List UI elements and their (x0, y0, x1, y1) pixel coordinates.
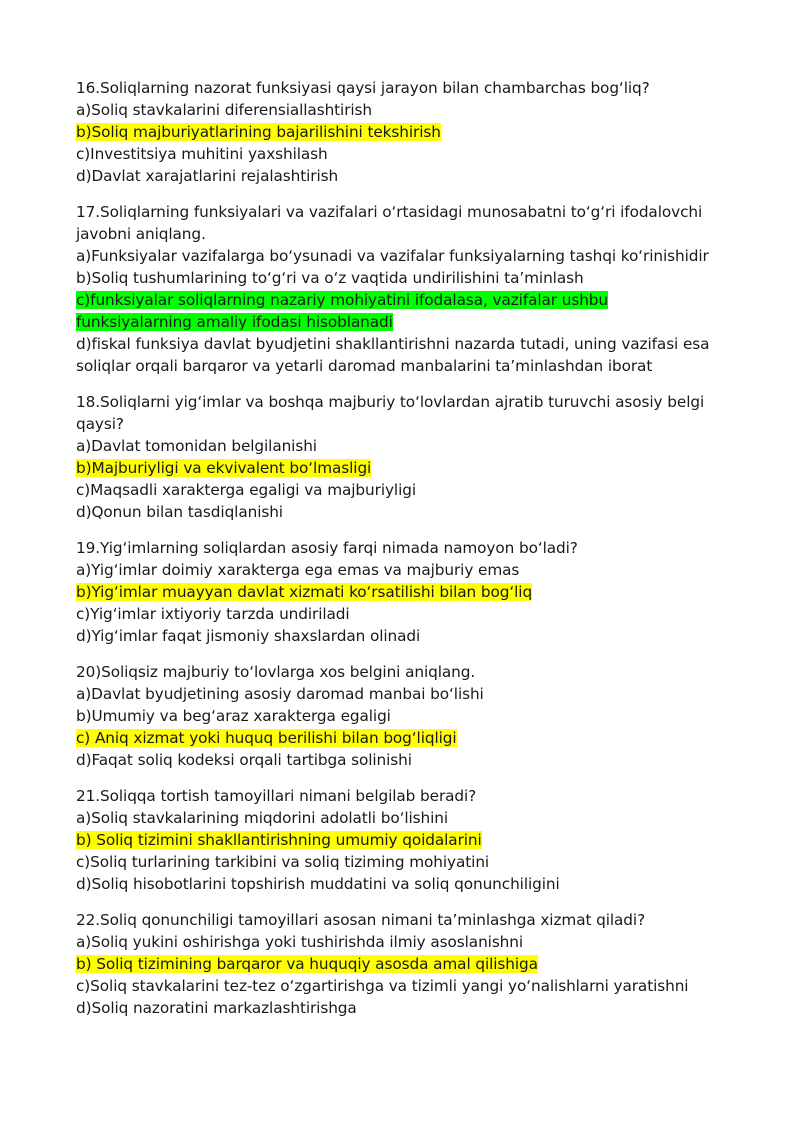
answer-highlight: b)Majburiyligi va ekvivalent bo‘lmasligi (76, 459, 372, 477)
question-22 (76, 909, 726, 1019)
option-c-answer-line-1 (76, 289, 726, 311)
answer-highlight: b) Soliq tizimining barqaror va huquqiy asosda amal qilishiga (76, 955, 538, 973)
question-text-line-1: 17.Soliqlarning funksiyalari va vazifalari o‘rtasidagi munosabatni to‘g‘ri ifodalovchi (76, 203, 703, 221)
answer-highlight: b)Yig‘imlar muayyan davlat xizmati ko‘rsatilishi bilan bog‘liq (76, 583, 533, 601)
question-17 (76, 201, 726, 377)
question-20 (76, 661, 726, 771)
answer-highlight: c) Aniq xizmat yoki huquq berilishi bilan bog‘liqligi (76, 729, 457, 747)
option-d: d)Qonun bilan tasdiqlanishi (76, 503, 283, 521)
option-a: a)Davlat tomonidan belgilanishi (76, 437, 317, 455)
option-c: c)Soliq turlarining tarkibini va soliq tiziming mohiyatini (76, 853, 490, 871)
option-c-answer (76, 727, 726, 749)
question-19 (76, 537, 726, 647)
option-c: c)Soliq stavkalarini tez-tez o‘zgartirishga va tizimli yangi yo‘nalishlarni yaratishni (76, 977, 689, 995)
option-c-answer-line-2 (76, 311, 726, 333)
question-text-line-1: 18.Soliqlarni yig‘imlar va boshqa majburiy to‘lovlardan ajratib turuvchi asosiy belgi (76, 393, 705, 411)
option-a: a)Davlat byudjetining asosiy daromad manbai bo‘lishi (76, 685, 484, 703)
option-a: a)Funksiyalar vazifalarga bo‘ysunadi va vazifalar funksiyalarning tashqi ko‘rinishidir (76, 247, 709, 265)
question-text: 16.Soliqlarning nazorat funksiyasi qaysi jarayon bilan chambarchas bog‘liq? (76, 79, 650, 97)
answer-highlight: b)Soliq majburiyatlarining bajarilishini tekshirish (76, 123, 441, 141)
option-c: c)Maqsadli xarakterga egaligi va majburiyligi (76, 481, 416, 499)
option-b-answer (76, 953, 726, 975)
question-text: 19.Yig‘imlarning soliqlardan asosiy farqi nimada namoyon bo‘ladi? (76, 539, 578, 557)
option-b: b)Soliq tushumlarining to‘g‘ri va o‘z vaqtida undirilishini ta’minlash (76, 269, 584, 287)
option-d: d)Faqat soliq kodeksi orqali tartibga solinishi (76, 751, 412, 769)
option-a: a)Soliq stavkalarini diferensiallashtirish (76, 101, 373, 119)
option-d: d)Soliq nazoratini markazlashtirishga (76, 999, 357, 1017)
question-21 (76, 785, 726, 895)
answer-highlight: b) Soliq tizimini shakllantirishning umumiy qoidalarini (76, 831, 482, 849)
question-text-line-2: javobni aniqlang. (76, 225, 206, 243)
document-page (76, 77, 726, 1033)
question-text-line-2: qaysi? (76, 415, 124, 433)
option-b-answer (76, 581, 726, 603)
option-a: a)Soliq yukini oshirishga yoki tushirishda ilmiy asoslanishni (76, 933, 524, 951)
option-d-line-2: soliqlar orqali barqaror va yetarli daromad manbalarini ta’minlashdan iborat (76, 357, 653, 375)
option-d: d)Soliq hisobotlarini topshirish muddatini va soliq qonunchiligini (76, 875, 560, 893)
answer-highlight: c)funksiyalar soliqlarning nazariy mohiyatini ifodalasa, vazifalar ushbu (76, 291, 609, 309)
question-text: 21.Soliqqa tortish tamoyillari nimani belgilab beradi? (76, 787, 477, 805)
option-a: a)Soliq stavkalarining miqdorini adolatli bo‘lishini (76, 809, 449, 827)
answer-highlight: funksiyalarning amaliy ifodasi hisoblanadi (76, 313, 393, 331)
option-d: d)Yig‘imlar faqat jismoniy shaxslardan olinadi (76, 627, 421, 645)
question-text: 20)Soliqsiz majburiy to‘lovlarga xos belgini aniqlang. (76, 663, 476, 681)
option-b-answer (76, 829, 726, 851)
option-c: c)Investitsiya muhitini yaxshilash (76, 145, 328, 163)
question-18 (76, 391, 726, 523)
option-d-line-1: d)fiskal funksiya davlat byudjetini shakllantirishni nazarda tutadi, uning vazifasi esa (76, 335, 710, 353)
question-text: 22.Soliq qonunchiligi tamoyillari asosan nimani ta’minlashga xizmat qiladi? (76, 911, 646, 929)
option-c: c)Yig‘imlar ixtiyoriy tarzda undiriladi (76, 605, 350, 623)
question-16 (76, 77, 726, 187)
option-b: b)Umumiy va beg‘araz xarakterga egaligi (76, 707, 391, 725)
option-a: a)Yig‘imlar doimiy xarakterga ega emas va majburiy emas (76, 561, 520, 579)
option-d: d)Davlat xarajatlarini rejalashtirish (76, 167, 339, 185)
option-b-answer (76, 457, 726, 479)
option-b-answer (76, 121, 726, 143)
